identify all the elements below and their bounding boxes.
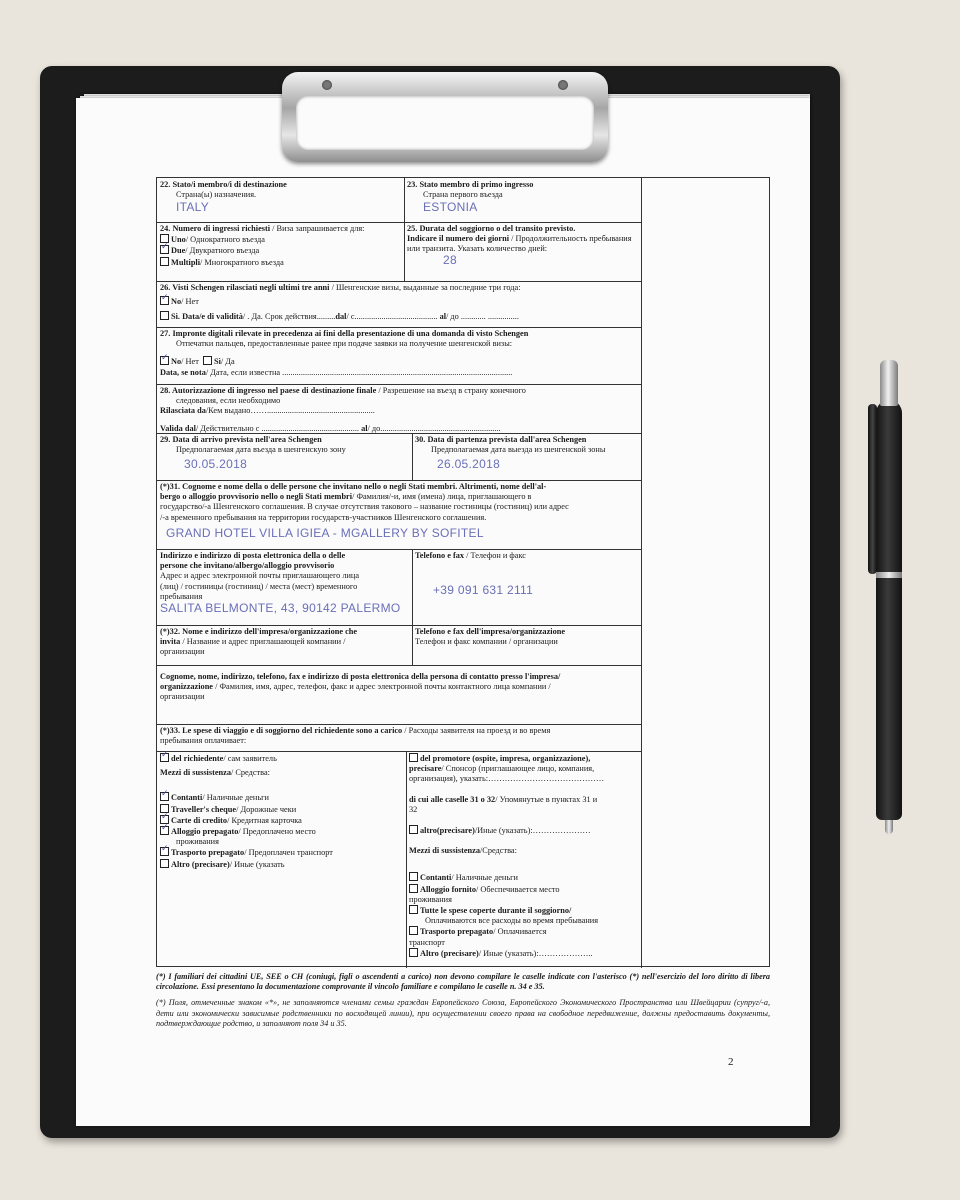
field-23-first-entry	[404, 178, 641, 222]
field-33-self[interactable]: ✓del richiedente/ сам заявитель	[160, 753, 403, 764]
field-contact-person	[157, 665, 641, 724]
field-33-means-credit-card[interactable]: ✓Carte di credito/ Кредитная карточка	[160, 815, 403, 826]
field-30-title: 30. Data di partenza prevista dall'area Schengen	[415, 435, 587, 444]
checkbox-checked-icon[interactable]	[160, 826, 169, 835]
checkbox-icon[interactable]	[160, 257, 169, 266]
checkbox-icon[interactable]	[160, 311, 169, 320]
field-33-sponsor-cells-ru: / Упомянутые в пунктах 31 и	[495, 794, 598, 804]
field-company-phone-ru: Телефон и факс компании / организации	[415, 637, 558, 647]
field-26-title: 26. Visti Schengen rilasciati negli ultimi tre anni	[160, 283, 330, 292]
field-28-title: 28. Autorizzazione di ingresso nel paese di destinazione finale	[160, 386, 377, 395]
footnotes	[156, 972, 770, 1035]
field-32-title-a: (*)32. Nome e indirizzo dell'impresa/organizzazione che	[160, 627, 358, 636]
field-phone-value[interactable]: +39 091 631 2111	[433, 583, 534, 598]
checkbox-icon[interactable]	[409, 884, 418, 893]
field-24-option-multiple[interactable]: Multipli/ Многократного въезда	[160, 257, 401, 268]
field-31-title-a: (*)31. Cognome e nome della o delle persone che invitano nello o negli Stati membri. Altrimenti, nome dell'al-	[160, 482, 547, 491]
field-28-valid[interactable]: Valida dal/ Действительно с ............................................... al/ до..........................................................	[160, 423, 501, 433]
field-30-departure	[412, 433, 641, 480]
field-33-means-cash[interactable]: ✓Contanti/ Наличные деньги	[160, 792, 403, 803]
field-23-value[interactable]: ESTONIA	[423, 200, 478, 215]
field-33-sponsor-cells: di cui alle caselle 31 o 32	[409, 794, 496, 804]
field-address-ru-a: Адрес и адрес электронной почты приглашающего лица	[160, 571, 360, 581]
field-address-ru-c: пребывания	[160, 591, 203, 601]
field-33-costs	[157, 724, 641, 751]
field-26-ru: / Шенгенские визы, выданные за последние три года:	[331, 283, 521, 292]
field-33-sponsor-transport[interactable]: Trasporto prepagato/ Оплачивается	[409, 926, 638, 937]
field-32-title-b: invita	[160, 637, 181, 647]
field-24-option-double[interactable]: ✓Due/ Двукратного въезда	[160, 245, 401, 256]
field-22-value[interactable]: ITALY	[176, 200, 210, 215]
field-25-value[interactable]: 28	[443, 252, 457, 267]
checkbox-checked-icon[interactable]	[160, 296, 169, 305]
field-33-sponsor	[406, 751, 641, 968]
field-28-ru2: следования, если необходимо	[176, 396, 281, 406]
field-31-ru-a: / Фамилия/-и, имя (имена) лица, приглашающего в	[352, 492, 532, 502]
field-29-title: 29. Data di arrivo prevista nell'area Schengen	[160, 435, 322, 444]
field-31-title-b: bergo o alloggio provvisorio nello o negli Stati membri	[160, 492, 353, 502]
field-33-means-travellers-cheque[interactable]: Traveller's cheque/ Дорожные чеки	[160, 804, 403, 815]
checkbox-icon[interactable]	[203, 356, 212, 365]
checkbox-icon[interactable]	[409, 926, 418, 935]
field-company-phone	[412, 625, 641, 665]
field-contact-title-a: Cognome, nome, indirizzo, telefono, fax e indirizzo di posta elettronica della persona di contatto presso l'impresa/	[160, 672, 561, 681]
field-27-fingerprints	[157, 327, 641, 384]
field-25-title2: Indicare il numero dei giorni	[407, 234, 510, 244]
ballpoint-pen	[866, 360, 906, 840]
field-33-sponsor-transport-ru2: транспорт	[409, 937, 445, 947]
field-33-means-prepaid-accommodation[interactable]: ✓Alloggio prepagato/ Предоплачено место	[160, 826, 403, 837]
checkbox-checked-icon[interactable]	[160, 792, 169, 801]
field-33-means-prepaid-transport[interactable]: ✓Trasporto prepagato/ Предоплачен транспорт	[160, 847, 403, 858]
field-phone-ru: / Телефон и факс	[466, 551, 526, 560]
field-24-option-single[interactable]: Uno/ Однократного въезда	[160, 234, 401, 245]
clipboard-clip	[282, 72, 608, 162]
field-24-title: 24. Numero di ingressi richiesti	[160, 224, 271, 233]
field-33-sponsor-ru2: организация), указать:……………………………………	[409, 774, 605, 784]
field-contact-ru-b: организации	[160, 692, 205, 702]
field-inviter-address	[157, 549, 412, 625]
footnote-russian: (*) Поля, отмеченные знаком «*», не заполняются членами семьи граждан Европейского Союза, Европейского Экономического Пространства или Швейцарии (супруг/-а, дети или экономически зависимые родственники по восходящей линии), при осуществлении своего права на свободное передвижение, должны предоставить документы, подтверждающие родство, и заполняют поля 34 и 35.	[156, 998, 770, 1028]
checkbox-icon[interactable]	[160, 859, 169, 868]
field-33-sponsor-ru: / Спонсор (приглашающее лицо, компания,	[441, 764, 595, 774]
field-27-options[interactable]: ✓No/ Нет Sì/ Да	[160, 356, 638, 367]
field-22-ru: Страна(ы) назначения.	[176, 190, 257, 200]
field-33-sponsor-other-means[interactable]: Altro (precisare)/ Иные (указать):………………..	[409, 948, 638, 959]
field-33-sponsor-means-label: Mezzi di sussistenza/Средства:	[409, 846, 517, 856]
checkbox-icon[interactable]	[409, 753, 418, 762]
field-29-value[interactable]: 30.05.2018	[184, 457, 248, 472]
field-29-arrival	[157, 433, 412, 480]
field-25-title: 25. Durata del soggiorno o del transito previsto.	[407, 224, 576, 233]
field-33-applicant	[157, 751, 406, 968]
field-33-sponsor-cash[interactable]: Contanti/ Наличные деньги	[409, 872, 638, 883]
field-31-ru-b: государство/-а Шенгенского соглашения. В случае отсутствия такового – название гостиницы (гостиниц) или адрес	[160, 502, 569, 512]
field-33-sponsor-accommodation-ru2: проживания	[409, 894, 452, 904]
field-33-sponsor-accommodation[interactable]: Alloggio fornito/ Обеспечивается место	[409, 884, 638, 895]
field-28-entry-permit	[157, 384, 641, 433]
field-27-ru: Отпечатки пальцев, предоставленные ранее при подаче заявки на получение шенгенской визы:	[176, 339, 513, 349]
field-33-ru2: пребывания оплачивает:	[160, 736, 247, 746]
field-33-means-prepaid-accommodation-ru2: проживания	[176, 837, 219, 847]
field-31-inviting-person	[157, 480, 647, 549]
field-31-value[interactable]: GRAND HOTEL VILLA IGIEA - MGALLERY BY SOFITEL	[166, 525, 484, 540]
field-33-title: (*)33. Le spese di viaggio e di soggiorno del richiedente sono a carico	[160, 726, 403, 735]
field-33-means-other[interactable]: Altro (precisare)/ Иные (указать	[160, 859, 403, 870]
field-26-option-no[interactable]: ✓No/ Нет	[160, 296, 638, 307]
field-30-value[interactable]: 26.05.2018	[437, 457, 501, 472]
checkbox-checked-icon[interactable]	[160, 847, 169, 856]
form-grid	[156, 177, 770, 967]
field-33-sponsor-all-costs-ru2: Оплачиваются все расходы во время пребывания	[425, 916, 599, 926]
field-27-date[interactable]: Data, se nota/ Дата, если известна ...............................................................................................................	[160, 367, 513, 377]
field-31-ru-c: /-а временного пребывания на территории государств-участников Шенгенского соглашения.	[160, 512, 487, 522]
field-contact-title-b: organizzazione	[160, 682, 213, 692]
field-32-ru-b: организации	[160, 647, 205, 657]
field-29-ru: Предполагаемая дата въезда в шенгенскую зону	[176, 445, 346, 455]
field-33-sponsor-all-costs[interactable]: Tutte le spese coperte durante il soggiorno/	[409, 905, 638, 916]
field-inviter-phone	[412, 549, 641, 625]
field-33-sponsor-other[interactable]: altro(precisare)/Иные (указать):…………………	[409, 825, 638, 836]
field-22-destination	[157, 178, 404, 222]
field-contact-ru-a: / Фамилия, имя, адрес, телефон, факс и адрес электронной почты контактного лица компании /	[215, 682, 551, 692]
visa-application-form	[156, 177, 770, 967]
checkbox-icon[interactable]	[409, 825, 418, 834]
field-phone-title: Telefono e fax	[415, 551, 465, 560]
field-address-ru-b: (лиц) / гостиницы (гостиниц) / места (мест) временного	[160, 581, 358, 591]
field-26-option-yes[interactable]: Si. Data/e di validità/ . Да. Срок действия.........dal/ с........................................ al/ до ............ ...............	[160, 311, 638, 322]
checkbox-checked-icon[interactable]	[160, 245, 169, 254]
field-33-means-label: Mezzi di sussistenza/ Средства:	[160, 768, 270, 778]
field-32-ru-a: / Название и адрес приглашающей компании /	[182, 637, 346, 647]
field-22-title: 22. Stato/i membro/i di destinazione	[160, 180, 287, 189]
field-33-sponsor-cells-ru2: 32	[409, 804, 418, 814]
checkbox-checked-icon[interactable]	[160, 753, 169, 762]
field-23-ru: Страна первого въезда	[423, 190, 503, 200]
checkbox-icon[interactable]	[409, 872, 418, 881]
field-28-issued-by[interactable]: Rilasciata da/Кем выдано……....................................................	[160, 406, 375, 416]
field-25-ru: / Продолжительность пребывания или транзита. Указать количество дней:	[407, 234, 632, 254]
page-number: 2	[728, 1056, 734, 1068]
field-address-title-b: persone che invitano/albergo/alloggio provvisorio	[160, 561, 335, 571]
field-24-entries	[157, 222, 404, 281]
field-company-phone-title: Telefono e fax dell'impresa/organizzazione	[415, 627, 566, 636]
field-33-ru: / Расходы заявителя на проезд и во время	[404, 726, 551, 735]
field-address-title-a: Indirizzo e indirizzo di posta elettronica della o delle	[160, 551, 346, 560]
field-30-ru: Предполагаемая дата выезда из шенгенской зоны	[431, 445, 606, 455]
field-25-duration	[404, 222, 641, 281]
field-address-value[interactable]: SALITA BELMONTE, 43, 90142 PALERMO	[160, 601, 401, 616]
field-23-title: 23. Stato membro di primo ingresso	[407, 180, 534, 189]
checkbox-icon[interactable]	[409, 948, 418, 957]
field-26-previous-visas	[157, 281, 641, 327]
field-33-sponsor-precisare: precisare	[409, 764, 442, 774]
field-24-ru: / Виза запрашивается для:	[272, 224, 365, 233]
checkbox-checked-icon[interactable]	[160, 356, 169, 365]
checkbox-icon[interactable]	[409, 905, 418, 914]
field-32-company	[157, 625, 412, 665]
field-28-ru: / Разрешение на въезд в страну конечного	[378, 386, 526, 395]
field-27-title: 27. Impronte digitali rilevate in precedenza ai fini della presentazione di una domanda di visto Schengen	[160, 329, 529, 338]
footnote-italian: (*) I familiari dei cittadini UE, SEE o CH (coniugi, figli o ascendenti a carico) non devono compilare le caselle indicate con l'asterisco (*) nell'esercizio del loro diritto di libera circolazione. Essi presentano la documentazione comprovante il vincolo familiare e compilano le caselle n. 34 e 35.	[156, 972, 770, 992]
field-33-sponsor-option[interactable]: del promotore (ospite, impresa, organizzazione),	[409, 753, 638, 764]
